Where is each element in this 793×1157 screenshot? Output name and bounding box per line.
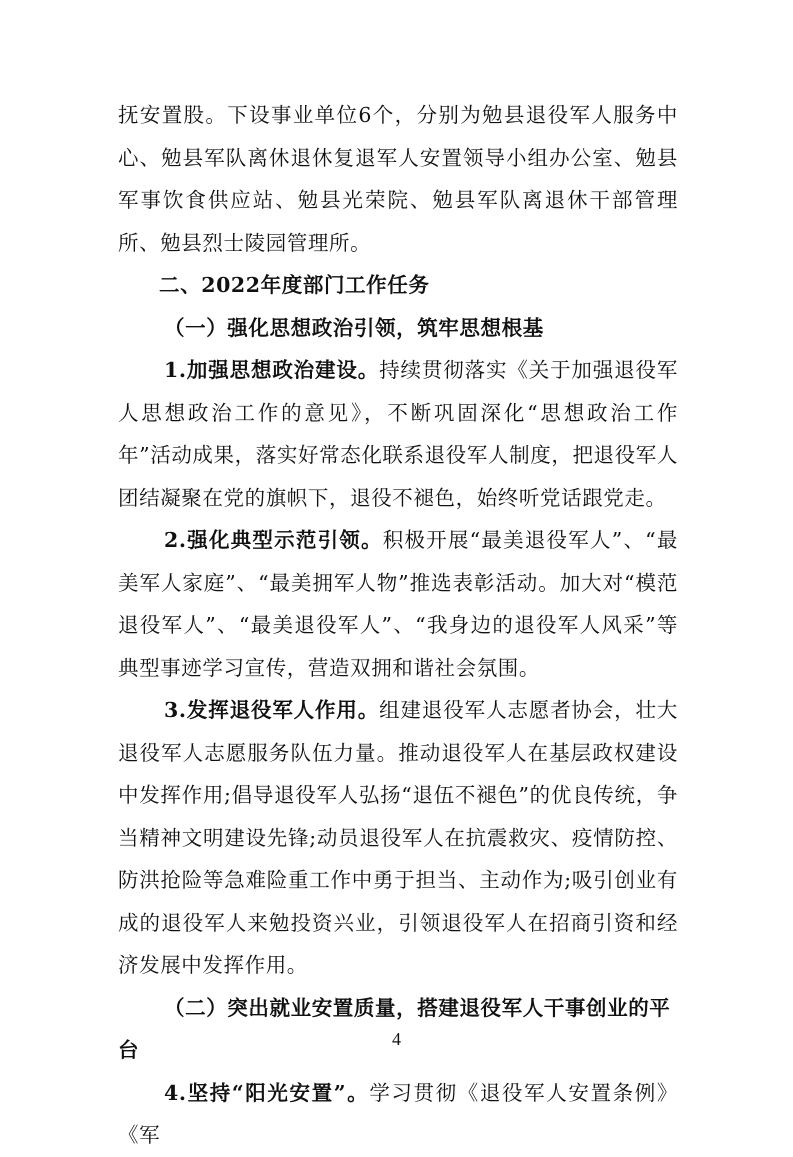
item-paragraph-3 — [118, 689, 678, 987]
page-number: 4 — [392, 1029, 401, 1049]
item-paragraph-2 — [118, 519, 678, 689]
subsection-heading-2: （二）突出就业安置质量，搭建退役军人干事创业的平台 — [118, 995, 671, 1062]
section-heading: 二、2022年度部门工作任务 — [159, 273, 430, 297]
subsection-heading-1: （一）强化思想政治引领，筑牢思想根基 — [164, 315, 544, 340]
item-title-1: 1.加强思想政治建设。 — [164, 358, 380, 382]
item-body-2: 积极开展“最美退役军人”、“最美军人家庭”、“最美拥军人物”推选表彰活动。加大对“模范退役军人”、“最美退役军人”、“我身边的退役军人风采”等典型事迹学习宣传，营造双拥和谐社会氛围。 — [118, 528, 678, 680]
item-paragraph-1 — [118, 349, 678, 519]
item-body-3: 组建退役军人志愿者协会，壮大退役军人志愿服务队伍力量。推动退役军人在基层政权建设中发挥作用;倡导退役军人弘扬“退伍不褪色”的优良传统，争当精神文明建设先锋;动员退役军人在抗震救灾、疫情防控、防洪抢险等急难险重工作中勇于担当、主动作为;吸引创业有成的退役军人来勉投资兴业，引领退役军人在招商引资和经济发展中发挥作用。 — [118, 698, 678, 977]
document-body — [118, 94, 678, 1157]
item-title-2: 2.强化典型示范引领。 — [164, 528, 383, 552]
item-body-4: 学习贯彻《退役军人安置条例》《军 — [118, 1080, 678, 1147]
intro-paragraph: 抚安置股。下设事业单位6个，分别为勉县退役军人服务中心、勉县军队离休退休复退军人安置领导小组办公室、勉县军事饮食供应站、勉县光荣院、勉县军队离退休干部管理所、勉县烈士陵园管理所。 — [118, 103, 678, 255]
item-body-1: 持续贯彻落实《关于加强退役军人思想政治工作的意见》，不断巩固深化“思想政治工作年”活动成果，落实好常态化联系退役军人制度，把退役军人团结凝聚在党的旗帜下，退役不褪色，始终听党话跟党走。 — [118, 358, 678, 510]
item-title-4: 4.坚持“阳光安置”。 — [164, 1080, 370, 1105]
item-paragraph-4 — [118, 1072, 678, 1157]
item-title-3: 3.发挥退役军人作用。 — [164, 698, 380, 722]
